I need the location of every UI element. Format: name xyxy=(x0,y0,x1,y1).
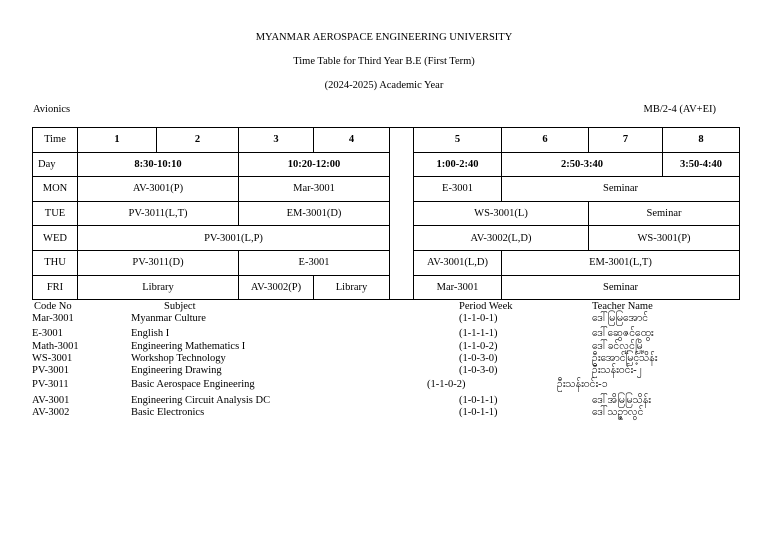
subject-row xyxy=(32,365,732,378)
teacher-name: ဦးသန်းဝင်း-၁ xyxy=(557,379,608,390)
teacher-name: ဒေါ်အိမြမြသိန်း xyxy=(592,395,651,406)
room-label: MB/2-4 (AV+EI) xyxy=(643,104,716,115)
subject-code: E-3001 xyxy=(32,328,63,339)
class-cell: Mar-3001 xyxy=(239,177,390,202)
day-row-tue xyxy=(33,201,740,226)
time-row xyxy=(33,152,740,177)
subject-name: Engineering Mathematics I xyxy=(131,341,246,352)
class-cell: E-3001 xyxy=(239,250,390,275)
lunch-gap xyxy=(390,128,414,300)
period-number: 1 xyxy=(78,128,157,153)
day-cell: WED xyxy=(33,226,78,251)
subject-code: Mar-3001 xyxy=(32,313,74,324)
class-cell: AV-3001(L,D) xyxy=(414,250,502,275)
class-cell: Seminar xyxy=(502,177,740,202)
timetable-title: Time Table for Third Year B.E (First Term) xyxy=(293,56,475,67)
day-cell: MON xyxy=(33,177,78,202)
teacher-name: ဒေါ်သဉ္ဇာလွင် xyxy=(592,407,644,418)
class-cell: EM-3001(L,T) xyxy=(502,250,740,275)
subject-code: Math-3001 xyxy=(32,341,79,352)
period-number: 4 xyxy=(314,128,390,153)
teacher-name: ဦးသန်းဝင်း-၂ xyxy=(592,365,642,376)
subject-row xyxy=(32,379,732,392)
subject-row xyxy=(32,328,732,341)
subject-period: (1-1-0-2) xyxy=(427,379,466,390)
period-number: 5 xyxy=(414,128,502,153)
day-cell: THU xyxy=(33,250,78,275)
teacher-header: Teacher Name xyxy=(592,301,653,312)
time-slot: 10:20-12:00 xyxy=(239,152,390,177)
teacher-name: ဒေါ်မြမြအောင် xyxy=(592,313,649,324)
subject-name: Engineering Drawing xyxy=(131,365,222,376)
subject-name: Basic Aerospace Engineering xyxy=(131,379,255,390)
period-number: 6 xyxy=(502,128,589,153)
subject-name: Basic Electronics xyxy=(131,407,205,418)
class-cell: Mar-3001 xyxy=(414,275,502,300)
day-row-mon xyxy=(33,177,740,202)
class-cell: WS-3001(L) xyxy=(414,201,589,226)
subject-code: AV-3001 xyxy=(32,395,70,406)
subject-row xyxy=(32,313,732,326)
subject-name: Workshop Technology xyxy=(131,353,226,364)
period-header: Period Week xyxy=(459,301,513,312)
class-cell: E-3001 xyxy=(414,177,502,202)
subject-period: (1-1-0-1) xyxy=(459,313,498,324)
time-slot: 1:00-2:40 xyxy=(414,152,502,177)
class-cell: AV-3001(P) xyxy=(78,177,239,202)
class-cell: EM-3001(D) xyxy=(239,201,390,226)
class-cell: PV-3001(L,P) xyxy=(78,226,390,251)
subject-period: (1-1-1-1) xyxy=(459,328,498,339)
subject-period: (1-0-3-0) xyxy=(459,353,498,364)
teacher-name: ဒေါ်ခင်လှုင်မြို့ xyxy=(592,341,645,352)
academic-year: (2024-2025) Academic Year xyxy=(324,80,444,91)
code-header: Code No xyxy=(34,301,72,312)
subject-code: PV-3011 xyxy=(32,379,69,390)
subject-row xyxy=(32,407,732,420)
class-cell: Library xyxy=(314,275,390,300)
class-cell: Seminar xyxy=(502,275,740,300)
time-slot: 2:50-3:40 xyxy=(502,152,663,177)
subject-code: AV-3002 xyxy=(32,407,70,418)
subject-period: (1-0-1-1) xyxy=(459,395,498,406)
class-cell: Library xyxy=(78,275,239,300)
subject-period: (1-0-1-1) xyxy=(459,407,498,418)
time-label: Time xyxy=(33,128,78,153)
subject-period: (1-1-0-2) xyxy=(459,341,498,352)
day-row-thu xyxy=(33,250,740,275)
subject-header-label: Subject xyxy=(164,301,196,312)
class-cell: WS-3001(P) xyxy=(589,226,740,251)
class-cell: AV-3002(P) xyxy=(239,275,314,300)
day-cell: TUE xyxy=(33,201,78,226)
period-row xyxy=(33,128,740,153)
class-cell: PV-3011(D) xyxy=(78,250,239,275)
class-cell: AV-3002(L,D) xyxy=(414,226,589,251)
day-label: Day xyxy=(33,152,78,177)
day-cell: FRI xyxy=(33,275,78,300)
period-number: 8 xyxy=(663,128,740,153)
day-row-wed xyxy=(33,226,740,251)
day-row-fri xyxy=(33,275,740,300)
time-slot: 3:50-4:40 xyxy=(663,152,740,177)
department-label: Avionics xyxy=(33,104,71,115)
period-number: 2 xyxy=(157,128,239,153)
time-slot: 8:30-10:10 xyxy=(78,152,239,177)
teacher-name: ဦးအောင်မြင့်သိန်း xyxy=(592,353,658,364)
subject-code: PV-3001 xyxy=(32,365,69,376)
university-title: MYANMAR AEROSPACE ENGINEERING UNIVERSITY xyxy=(255,32,513,43)
subject-name: English I xyxy=(131,328,170,339)
period-number: 3 xyxy=(239,128,314,153)
class-cell: Seminar xyxy=(589,201,740,226)
subject-name: Myanmar Culture xyxy=(131,313,206,324)
subject-code: WS-3001 xyxy=(32,353,73,364)
teacher-name: ဒေါ်ဆွေဇင်ထွေး xyxy=(592,328,654,339)
subject-name: Engineering Circuit Analysis DC xyxy=(131,395,271,406)
timetable xyxy=(32,127,740,300)
period-number: 7 xyxy=(589,128,663,153)
subject-period: (1-0-3-0) xyxy=(459,365,498,376)
class-cell: PV-3011(L,T) xyxy=(78,201,239,226)
